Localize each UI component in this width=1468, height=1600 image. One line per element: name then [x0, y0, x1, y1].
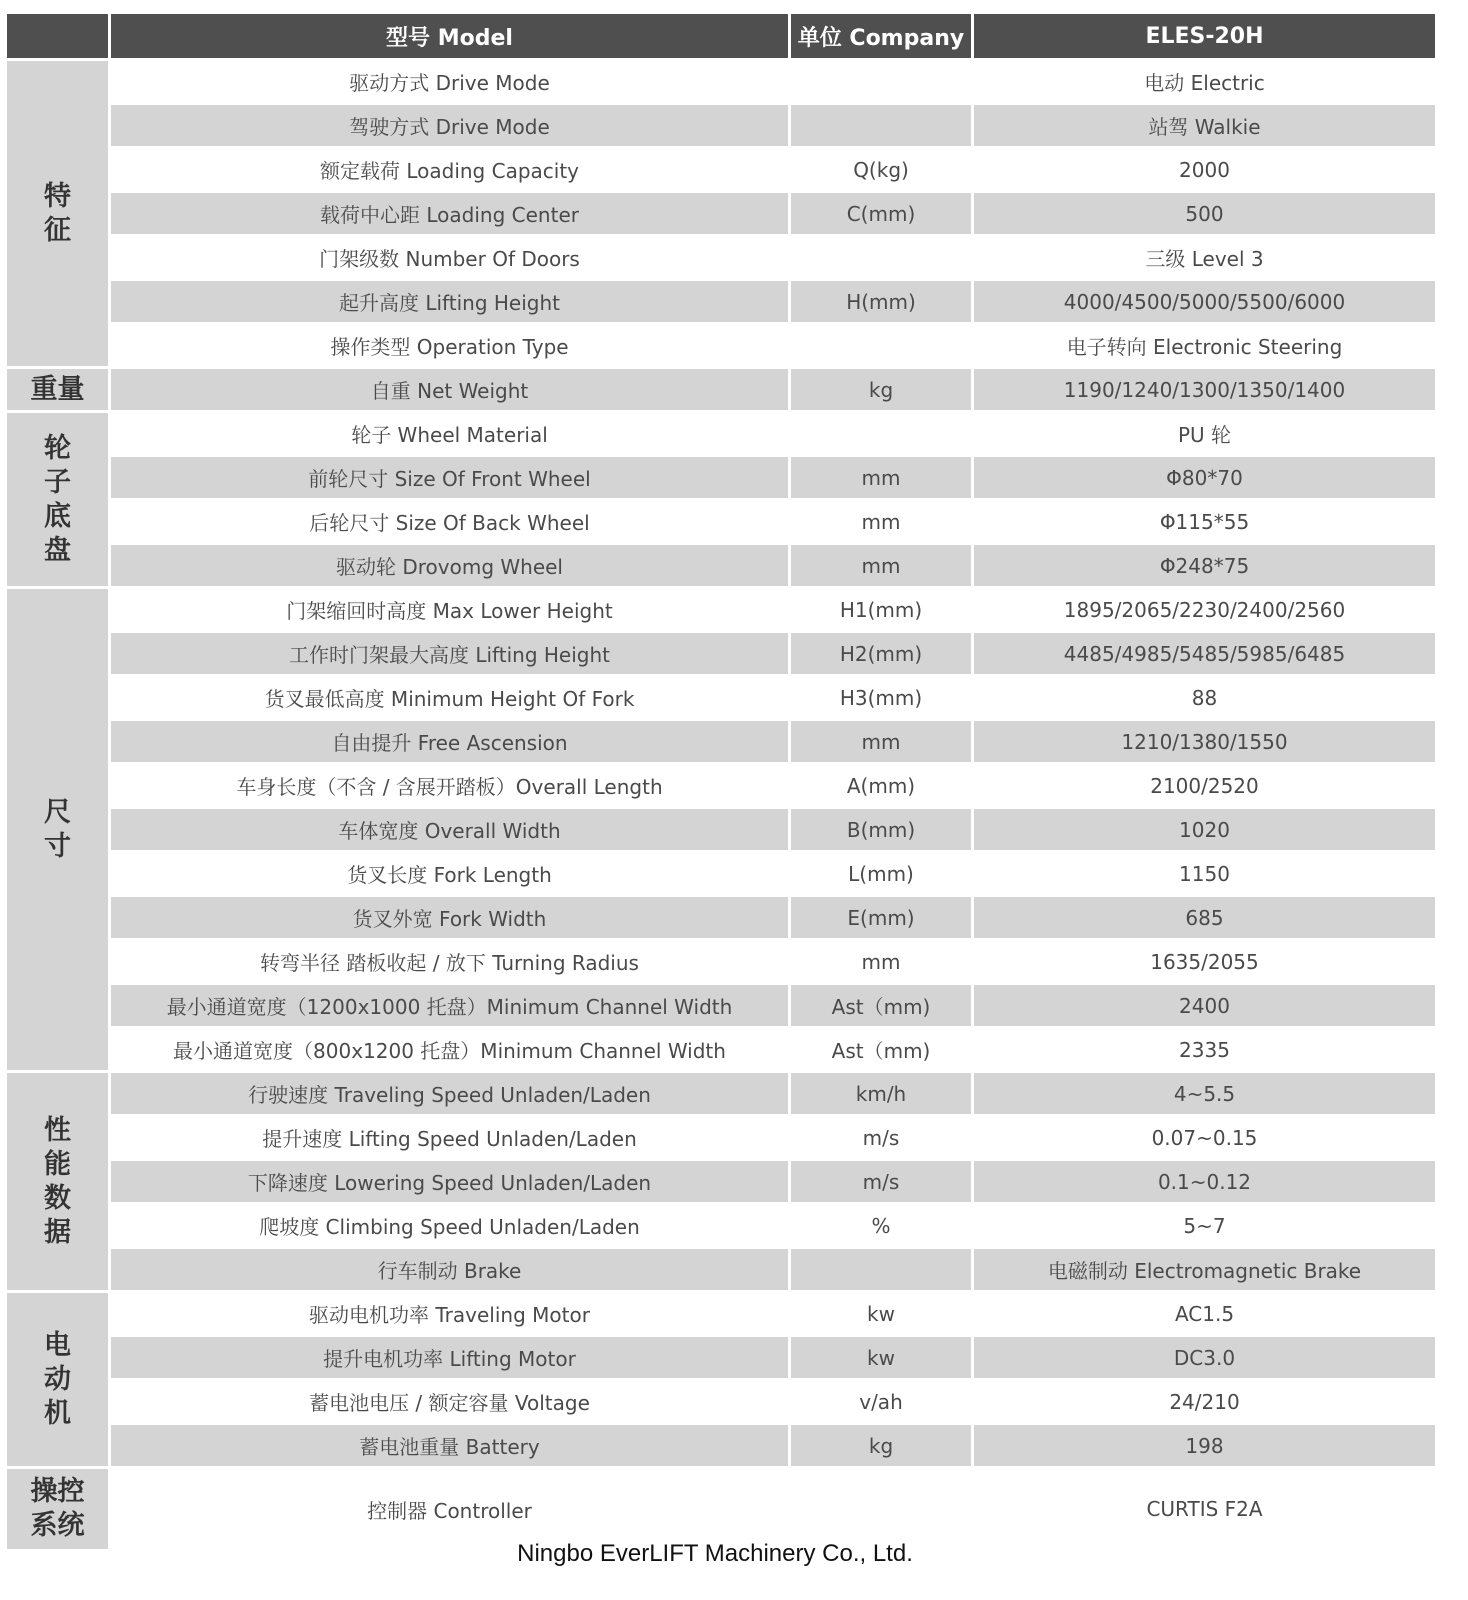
- cell-unit: kw: [791, 1337, 971, 1378]
- table-row: [7, 1469, 1435, 1549]
- cell-value: CURTIS F2A: [974, 1469, 1435, 1549]
- cell-value: 2100/2520: [974, 765, 1435, 806]
- cell-param: 起升高度 Lifting Height: [111, 281, 788, 322]
- cell-unit: Q(kg): [791, 149, 971, 190]
- cell-unit: [791, 1469, 971, 1549]
- cell-param: 额定载荷 Loading Capacity: [111, 149, 788, 190]
- cell-param: 最小通道宽度（1200x1000 托盘）Minimum Channel Width: [111, 985, 788, 1026]
- table-row: [7, 545, 1435, 586]
- table-row: [7, 1425, 1435, 1466]
- table-row: [7, 1337, 1435, 1378]
- cell-param: 后轮尺寸 Size Of Back Wheel: [111, 501, 788, 542]
- table-row: [7, 985, 1435, 1026]
- cell-param: 自由提升 Free Ascension: [111, 721, 788, 762]
- cell-unit: C(mm): [791, 193, 971, 234]
- cell-unit: H3(mm): [791, 677, 971, 718]
- cell-value: PU 轮: [974, 413, 1435, 454]
- table-row: [7, 61, 1435, 102]
- cell-value: 2335: [974, 1029, 1435, 1070]
- table-row: [7, 1073, 1435, 1114]
- table-row: [7, 1029, 1435, 1070]
- table-row: [7, 941, 1435, 982]
- cell-value: 0.07~0.15: [974, 1117, 1435, 1158]
- cell-value: Φ248*75: [974, 545, 1435, 586]
- cell-param: 提升电机功率 Lifting Motor: [111, 1337, 788, 1378]
- cell-param: 驱动方式 Drive Mode: [111, 61, 788, 102]
- spec-table: [4, 11, 1438, 1552]
- cell-param: 提升速度 Lifting Speed Unladen/Laden: [111, 1117, 788, 1158]
- header-value: ELES-20H: [974, 14, 1435, 58]
- table-row: [7, 1293, 1435, 1334]
- table-row: [7, 897, 1435, 938]
- cell-unit: [791, 1249, 971, 1290]
- cell-param: 载荷中心距 Loading Center: [111, 193, 788, 234]
- cell-unit: v/ah: [791, 1381, 971, 1422]
- category-dimensions: 尺 寸: [7, 589, 108, 1070]
- table-row: [7, 457, 1435, 498]
- cell-param: 门架级数 Number Of Doors: [111, 237, 788, 278]
- cell-value: 三级 Level 3: [974, 237, 1435, 278]
- table-row: [7, 325, 1435, 366]
- cell-param: 轮子 Wheel Material: [111, 413, 788, 454]
- cell-value: 2400: [974, 985, 1435, 1026]
- cell-unit: [791, 413, 971, 454]
- table-row: [7, 721, 1435, 762]
- cell-value: Φ115*55: [974, 501, 1435, 542]
- cell-unit: H1(mm): [791, 589, 971, 630]
- table-row: [7, 237, 1435, 278]
- cell-value: 24/210: [974, 1381, 1435, 1422]
- cell-unit: mm: [791, 941, 971, 982]
- cell-value: AC1.5: [974, 1293, 1435, 1334]
- table-row: [7, 589, 1435, 630]
- table-row: [7, 677, 1435, 718]
- cell-unit: H(mm): [791, 281, 971, 322]
- cell-value: 4000/4500/5000/5500/6000: [974, 281, 1435, 322]
- category-features: 特 征: [7, 61, 108, 366]
- header-blank: [7, 14, 108, 58]
- cell-value: 1020: [974, 809, 1435, 850]
- table-row: [7, 1249, 1435, 1290]
- table-row: [7, 105, 1435, 146]
- cell-param: 转弯半径 踏板收起 / 放下 Turning Radius: [111, 941, 788, 982]
- cell-value: 5~7: [974, 1205, 1435, 1246]
- category-weight: 重量: [7, 369, 108, 410]
- cell-param: 门架缩回时高度 Max Lower Height: [111, 589, 788, 630]
- cell-value: 2000: [974, 149, 1435, 190]
- cell-value: 198: [974, 1425, 1435, 1466]
- category-control: 操控 系统: [7, 1469, 108, 1549]
- cell-value: 4~5.5: [974, 1073, 1435, 1114]
- cell-unit: mm: [791, 457, 971, 498]
- table-row: [7, 853, 1435, 894]
- cell-param: 驱动轮 Drovomg Wheel: [111, 545, 788, 586]
- cell-value: 4485/4985/5485/5985/6485: [974, 633, 1435, 674]
- table-row: [7, 501, 1435, 542]
- cell-unit: m/s: [791, 1161, 971, 1202]
- table-row: [7, 633, 1435, 674]
- cell-param: 车身长度（不含 / 含展开踏板）Overall Length: [111, 765, 788, 806]
- cell-unit: B(mm): [791, 809, 971, 850]
- cell-unit: [791, 325, 971, 366]
- cell-param: 最小通道宽度（800x1200 托盘）Minimum Channel Width: [111, 1029, 788, 1070]
- cell-param: 货叉外宽 Fork Width: [111, 897, 788, 938]
- cell-value: 685: [974, 897, 1435, 938]
- table-row: [7, 413, 1435, 454]
- header-model: 型号 Model: [111, 14, 788, 58]
- cell-unit: mm: [791, 501, 971, 542]
- cell-value: 0.1~0.12: [974, 1161, 1435, 1202]
- cell-param: 控制器 Controller: [111, 1469, 788, 1549]
- cell-param: 蓄电池电压 / 额定容量 Voltage: [111, 1381, 788, 1422]
- cell-unit: [791, 61, 971, 102]
- cell-value: 电子转向 Electronic Steering: [974, 325, 1435, 366]
- table-row: [7, 149, 1435, 190]
- cell-unit: H2(mm): [791, 633, 971, 674]
- cell-value: Φ80*70: [974, 457, 1435, 498]
- table-row: [7, 1117, 1435, 1158]
- cell-param: 爬坡度 Climbing Speed Unladen/Laden: [111, 1205, 788, 1246]
- company-footer: Ningbo EverLIFT Machinery Co., Ltd.: [517, 1540, 913, 1567]
- table-row: [7, 369, 1435, 410]
- cell-unit: [791, 237, 971, 278]
- table-row: [7, 1205, 1435, 1246]
- cell-value: 1895/2065/2230/2400/2560: [974, 589, 1435, 630]
- cell-param: 货叉最低高度 Minimum Height Of Fork: [111, 677, 788, 718]
- cell-param: 操作类型 Operation Type: [111, 325, 788, 366]
- cell-param: 行车制动 Brake: [111, 1249, 788, 1290]
- cell-unit: m/s: [791, 1117, 971, 1158]
- category-wheels: 轮 子 底 盘: [7, 413, 108, 586]
- header-unit: 单位 Company: [791, 14, 971, 58]
- cell-value: 500: [974, 193, 1435, 234]
- category-motor: 电 动 机: [7, 1293, 108, 1466]
- cell-unit: mm: [791, 721, 971, 762]
- cell-param: 工作时门架最大高度 Lifting Height: [111, 633, 788, 674]
- cell-unit: E(mm): [791, 897, 971, 938]
- table-row: [7, 1161, 1435, 1202]
- cell-value: 1150: [974, 853, 1435, 894]
- cell-unit: km/h: [791, 1073, 971, 1114]
- cell-unit: kg: [791, 1425, 971, 1466]
- cell-param: 行驶速度 Traveling Speed Unladen/Laden: [111, 1073, 788, 1114]
- table-row: [7, 1381, 1435, 1422]
- cell-unit: L(mm): [791, 853, 971, 894]
- cell-param: 前轮尺寸 Size Of Front Wheel: [111, 457, 788, 498]
- cell-param: 驱动电机功率 Traveling Motor: [111, 1293, 788, 1334]
- cell-param: 货叉长度 Fork Length: [111, 853, 788, 894]
- category-performance: 性 能 数 据: [7, 1073, 108, 1290]
- table-row: [7, 765, 1435, 806]
- cell-unit: A(mm): [791, 765, 971, 806]
- cell-unit: kg: [791, 369, 971, 410]
- cell-param: 自重 Net Weight: [111, 369, 788, 410]
- cell-unit: Ast（mm): [791, 1029, 971, 1070]
- cell-value: 电动 Electric: [974, 61, 1435, 102]
- cell-value: 88: [974, 677, 1435, 718]
- cell-unit: kw: [791, 1293, 971, 1334]
- header-row: [7, 14, 1435, 58]
- cell-param: 车体宽度 Overall Width: [111, 809, 788, 850]
- table-row: [7, 193, 1435, 234]
- cell-unit: Ast（mm): [791, 985, 971, 1026]
- table-row: [7, 809, 1435, 850]
- cell-param: 驾驶方式 Drive Mode: [111, 105, 788, 146]
- cell-value: 1210/1380/1550: [974, 721, 1435, 762]
- cell-unit: mm: [791, 545, 971, 586]
- cell-value: 站驾 Walkie: [974, 105, 1435, 146]
- cell-value: 1190/1240/1300/1350/1400: [974, 369, 1435, 410]
- cell-value: 1635/2055: [974, 941, 1435, 982]
- cell-param: 蓄电池重量 Battery: [111, 1425, 788, 1466]
- cell-value: 电磁制动 Electromagnetic Brake: [974, 1249, 1435, 1290]
- cell-unit: [791, 105, 971, 146]
- cell-unit: %: [791, 1205, 971, 1246]
- table-row: [7, 281, 1435, 322]
- cell-param: 下降速度 Lowering Speed Unladen/Laden: [111, 1161, 788, 1202]
- cell-value: DC3.0: [974, 1337, 1435, 1378]
